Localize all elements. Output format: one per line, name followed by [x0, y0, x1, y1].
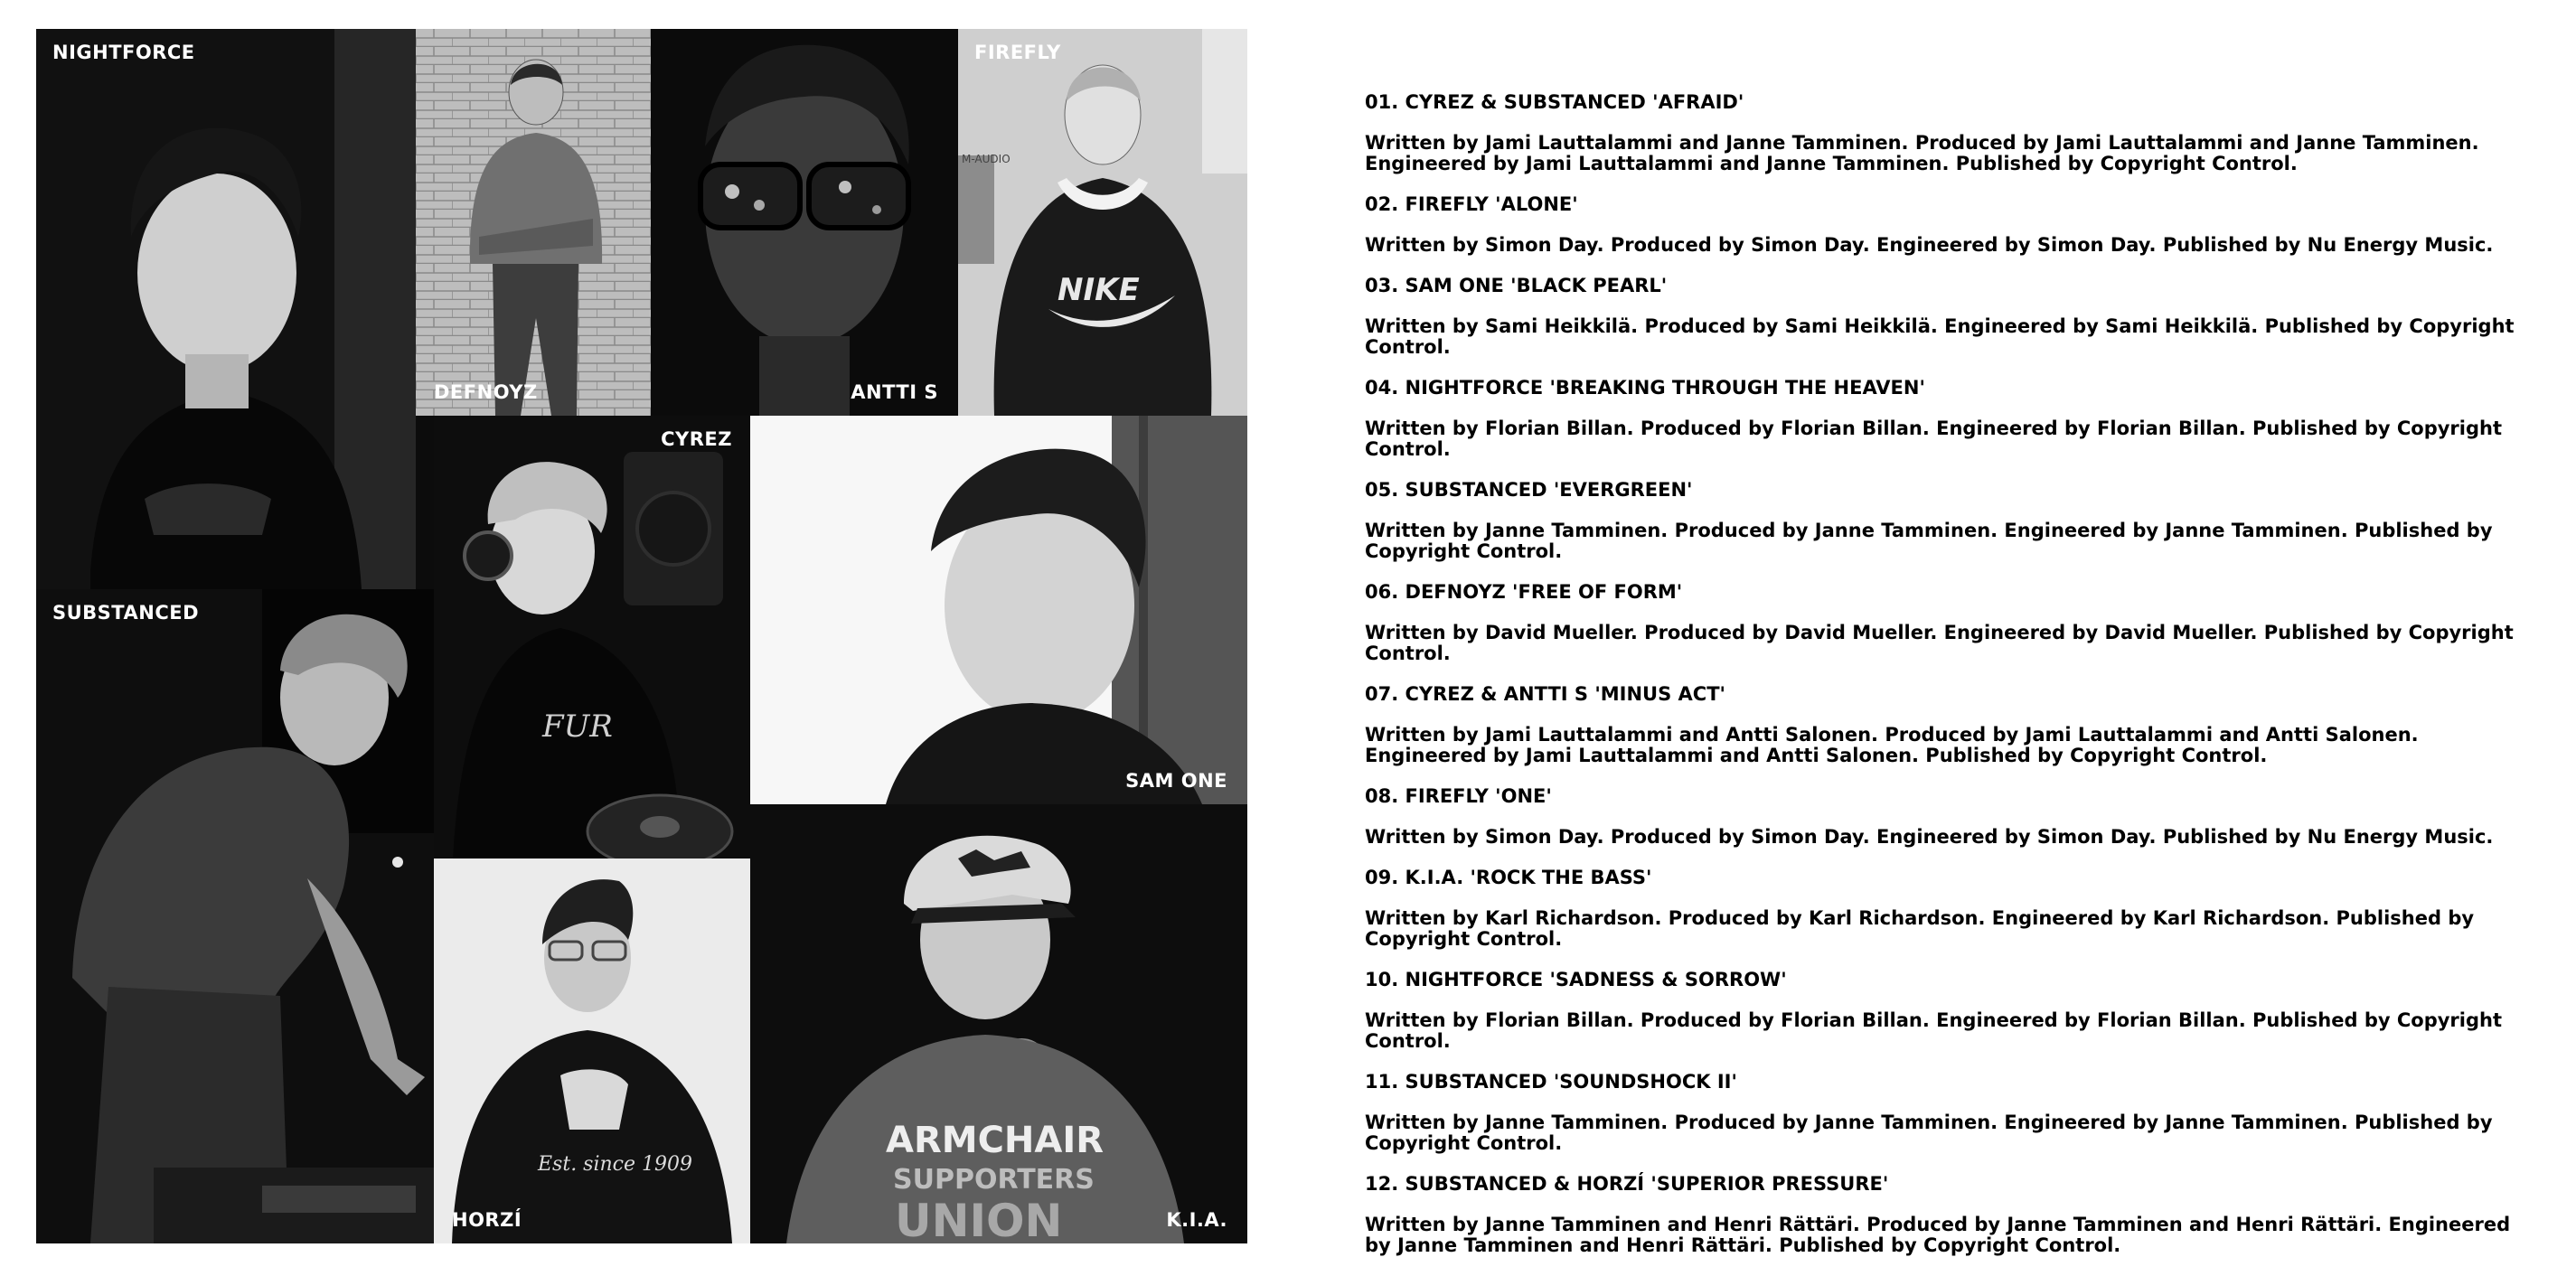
photo-antti-s — [651, 29, 958, 416]
track-title: 07. CYREZ & ANTTI S 'MINUS ACT' — [1365, 683, 1725, 705]
track-credit-text: Written by Jami Lauttalammi and Antti Salonen. Produced by Jami Lauttalammi and Antti Salonen. Engineered by Jami Lauttalammi and Antti Salonen. Published by Copyright Control. — [1365, 724, 2419, 766]
track-title: 09. K.I.A. 'ROCK THE BASS' — [1365, 867, 1652, 888]
armchair-shirt-text: ARMCHAIR — [886, 1120, 1105, 1161]
track-title: 12. SUBSTANCED & HORZÍ 'SUPERIOR PRESSURE' — [1365, 1173, 1889, 1195]
label-antti-s: ANTTI S — [851, 381, 938, 403]
track-title: 11. SUBSTANCED 'SOUNDSHOCK II' — [1365, 1071, 1737, 1093]
track-title: 01. CYREZ & SUBSTANCED 'AFRAID' — [1365, 91, 1744, 113]
photo-sam-one — [750, 416, 1247, 804]
label-cyrez: CYREZ — [661, 428, 732, 450]
portrait-cyrez — [434, 416, 750, 886]
label-sam-one: SAM ONE — [1125, 770, 1227, 792]
portrait-firefly — [958, 29, 1247, 416]
credit-08 — [1365, 786, 2540, 848]
credit-10 — [1365, 970, 2540, 1052]
credit-06 — [1365, 582, 2540, 664]
label-defnoyz: DEFNOYZ — [434, 381, 538, 403]
credit-09 — [1365, 868, 2540, 950]
track-credit-text: Written by Simon Day. Produced by Simon Day. Engineered by Simon Day. Published by Nu Energy Music. — [1365, 826, 2494, 848]
track-credit-text: Written by Simon Day. Produced by Simon Day. Engineered by Simon Day. Published by Nu Energy Music. — [1365, 234, 2494, 256]
track-title: 06. DEFNOYZ 'FREE OF FORM' — [1365, 581, 1683, 603]
artist-photo-collage — [36, 29, 1247, 1243]
portrait-sam-one — [750, 416, 1247, 804]
track-credit-text: Written by Janne Tamminen. Produced by Janne Tamminen. Engineered by Janne Tamminen. Published by Copyright Control. — [1365, 520, 2493, 562]
photo-kia — [750, 804, 1247, 1243]
label-nightforce: NIGHTFORCE — [52, 42, 195, 63]
track-credit-text: Written by Sami Heikkilä. Produced by Sami Heikkilä. Engineered by Sami Heikkilä. Published by Copyright Control. — [1365, 315, 2515, 358]
portrait-defnoyz — [416, 29, 651, 416]
photo-horzi — [434, 858, 750, 1243]
portrait-substanced — [36, 589, 434, 1243]
credit-12 — [1365, 1174, 2540, 1256]
photo-nightforce — [36, 29, 416, 589]
supporters-shirt-text: SUPPORTERS — [893, 1164, 1095, 1196]
label-horzi: HORZÍ — [452, 1209, 522, 1231]
photo-cyrez — [434, 416, 750, 886]
track-credits — [1365, 92, 2540, 1276]
nike-shirt-text: NIKE — [1058, 272, 1140, 308]
track-credit-text: Written by Jami Lauttalammi and Janne Tamminen. Produced by Jami Lauttalammi and Janne Tamminen. Engineered by Jami Lauttalammi and Janne Tamminen. Published by Copyright Control. — [1365, 132, 2479, 174]
portrait-horzi — [434, 858, 750, 1243]
credit-11 — [1365, 1072, 2540, 1154]
credit-02 — [1365, 194, 2540, 256]
track-credit-text: Written by Janne Tamminen and Henri Rättäri. Produced by Janne Tamminen and Henri Rättäri. Engineered by Janne Tamminen and Henri Rättäri. Published by Copyright Control. — [1365, 1214, 2511, 1256]
track-title: 08. FIREFLY 'ONE' — [1365, 785, 1552, 807]
track-title: 03. SAM ONE 'BLACK PEARL' — [1365, 275, 1668, 296]
photo-defnoyz — [416, 29, 651, 416]
track-credit-text: Written by Florian Billan. Produced by Florian Billan. Engineered by Florian Billan. Published by Copyright Control. — [1365, 418, 2503, 460]
track-credit-text: Written by Florian Billan. Produced by Florian Billan. Engineered by Florian Billan. Published by Copyright Control. — [1365, 1009, 2503, 1052]
credit-04 — [1365, 378, 2540, 460]
credit-01 — [1365, 92, 2540, 174]
union-shirt-text: UNION — [895, 1195, 1063, 1243]
label-substanced: SUBSTANCED — [52, 602, 200, 624]
label-firefly: FIREFLY — [974, 42, 1061, 63]
track-title: 04. NIGHTFORCE 'BREAKING THROUGH THE HEAVEN' — [1365, 377, 1925, 399]
m-audio-text: M-AUDIO — [962, 153, 1011, 165]
credit-05 — [1365, 480, 2540, 562]
track-title: 02. FIREFLY 'ALONE' — [1365, 193, 1578, 215]
portrait-antti-s — [651, 29, 958, 416]
label-kia: K.I.A. — [1166, 1209, 1227, 1231]
svg-text:FUR: FUR — [542, 708, 613, 745]
track-credit-text: Written by Janne Tamminen. Produced by Janne Tamminen. Engineered by Janne Tamminen. Published by Copyright Control. — [1365, 1112, 2493, 1154]
track-credit-text: Written by David Mueller. Produced by David Mueller. Engineered by David Mueller. Published by Copyright Control. — [1365, 622, 2514, 664]
photo-substanced — [36, 589, 434, 1243]
svg-text:Est. since 1909: Est. since 1909 — [538, 1153, 692, 1176]
portrait-kia — [750, 804, 1247, 1243]
credit-07 — [1365, 684, 2540, 766]
track-title: 05. SUBSTANCED 'EVERGREEN' — [1365, 479, 1693, 501]
portrait-nightforce — [36, 29, 416, 589]
credit-03 — [1365, 276, 2540, 358]
track-title: 10. NIGHTFORCE 'SADNESS & SORROW' — [1365, 969, 1787, 990]
track-credit-text: Written by Karl Richardson. Produced by Karl Richardson. Engineered by Karl Richardson. Published by Copyright Control. — [1365, 907, 2475, 950]
photo-firefly — [958, 29, 1247, 416]
